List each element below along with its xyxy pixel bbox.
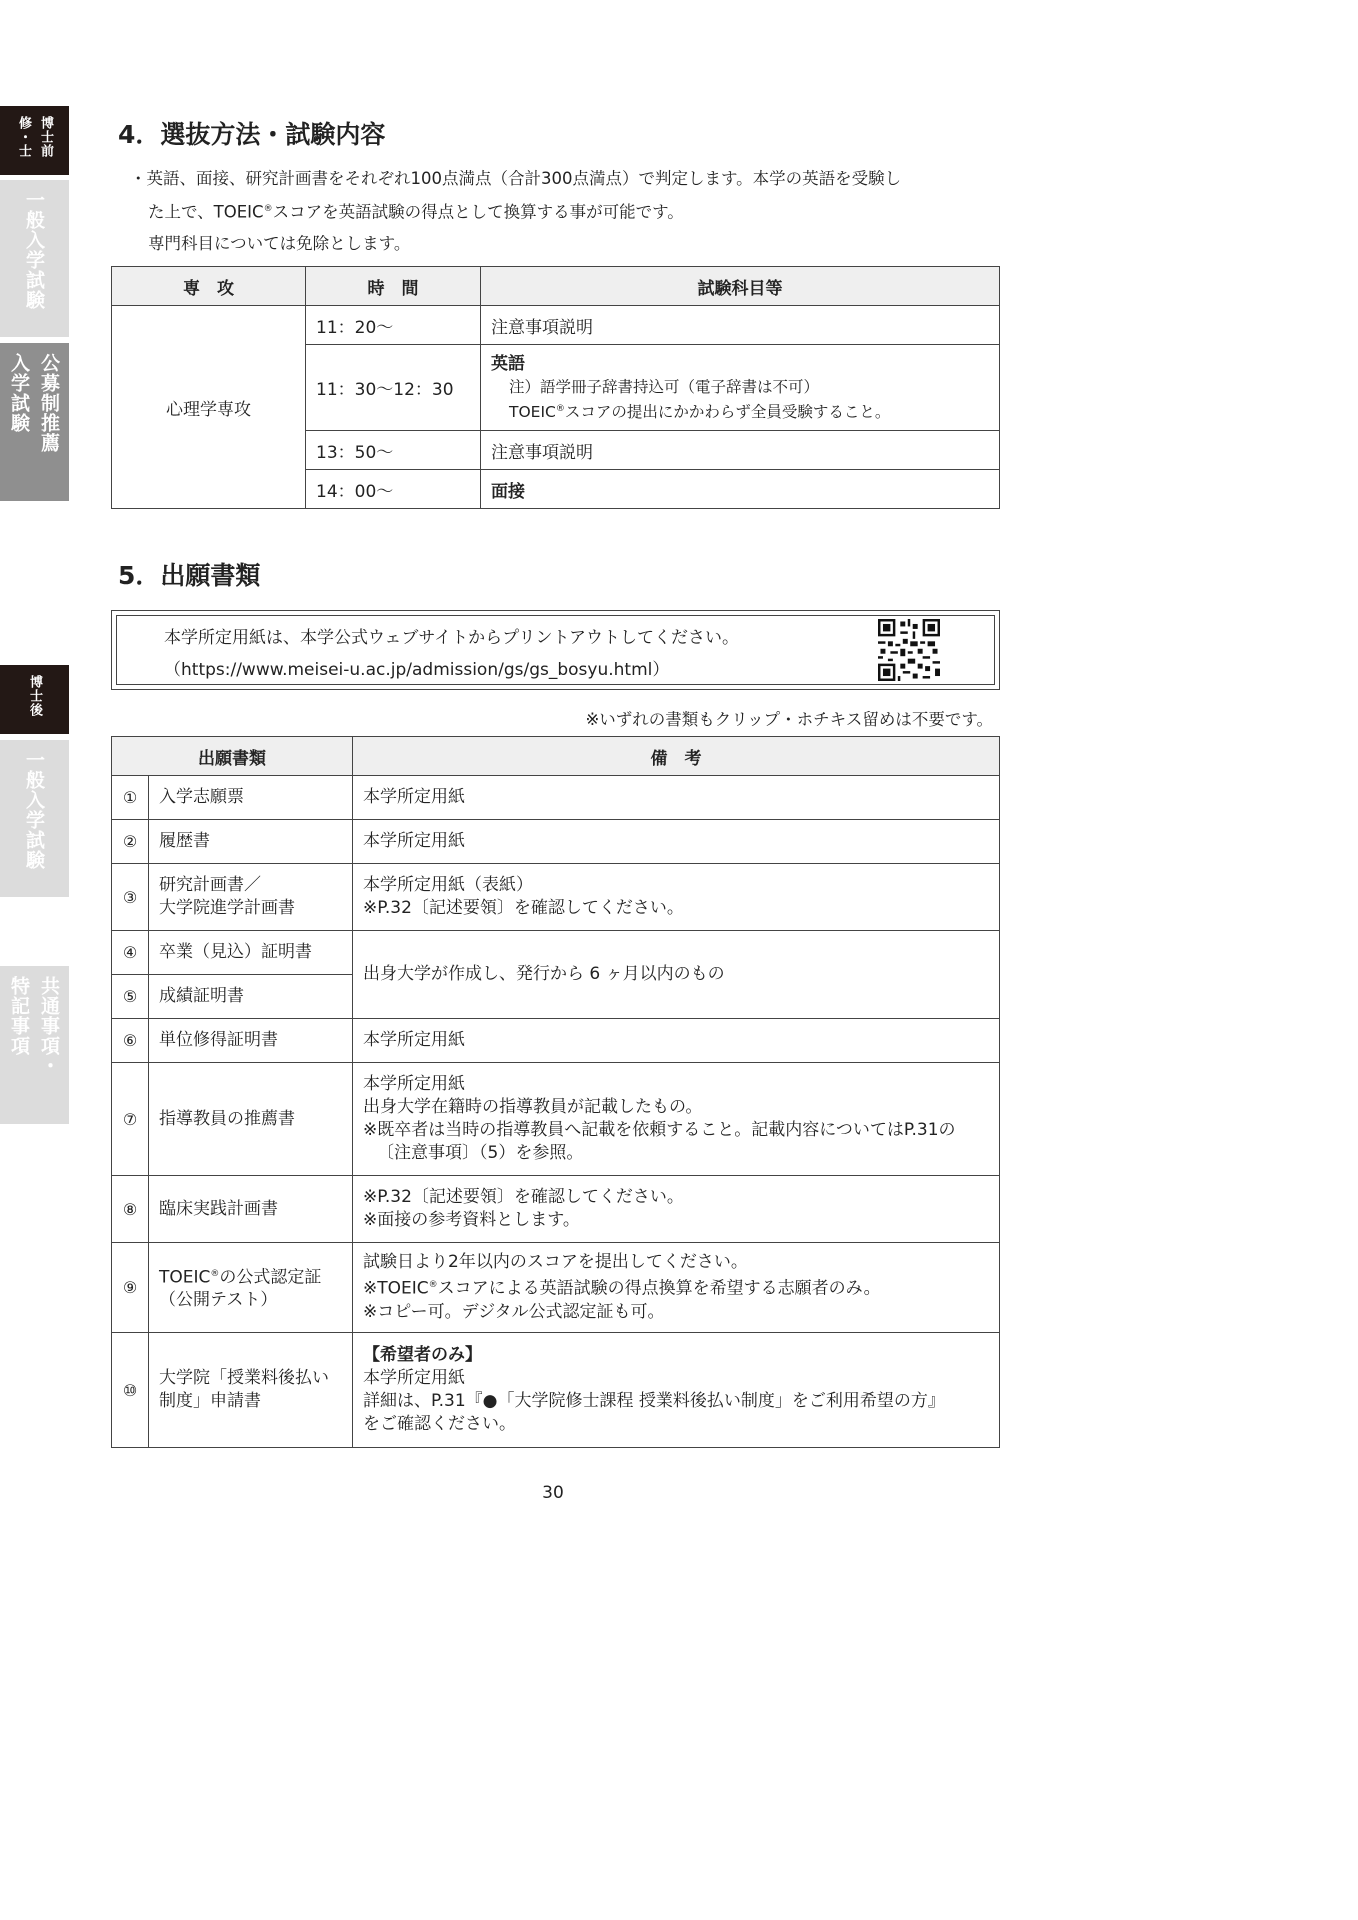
table-row [112, 1063, 1000, 1176]
exam-schedule-table [111, 266, 1000, 509]
column-header: 試験科目等 [481, 267, 1000, 306]
row-number: ① [112, 776, 149, 820]
column-header: 専 攻 [112, 267, 306, 306]
time-cell: 13：50〜 [306, 431, 481, 470]
side-tab-recommendation-exam[interactable] [0, 343, 69, 501]
column-header: 時 間 [306, 267, 481, 306]
row-number: ③ [112, 864, 149, 931]
document-name: 成績証明書 [149, 975, 353, 1019]
page-number: 30 [542, 1483, 564, 1503]
document-remarks: 【希望者のみ】 本学所定用紙 詳細は、P.31『●「大学院修士課程 授業料後払い制度」をご利用希望の方』 をご確認ください。 [353, 1333, 1000, 1448]
table-row [112, 931, 1000, 975]
table-row [112, 1333, 1000, 1448]
notice-url[interactable]: （https://www.meisei-u.ac.jp/admission/gs/gs_bosyu.html） [164, 660, 670, 680]
qr-code-icon[interactable] [878, 619, 940, 681]
document-name: 卒業（見込）証明書 [149, 931, 353, 975]
subject-notes: 注）語学冊子辞書持込可（電子辞書は不可） TOEIC®スコアの提出にかかわらず全員受験すること。 [509, 377, 891, 422]
side-tab-masters-doctoral-first[interactable] [0, 106, 69, 175]
intro-line: た上で、TOEIC®スコアを英語試験の得点として換算する事が可能です。 [148, 202, 684, 222]
document-name: 大学院「授業料後払い 制度」申請書 [149, 1333, 353, 1448]
row-number: ② [112, 820, 149, 864]
table-row [112, 864, 1000, 931]
document-name: 指導教員の推薦書 [149, 1063, 353, 1176]
document-remarks: 試験日より2年以内のスコアを提出してください。 ※TOEIC®スコアによる英語試験の得点換算を希望する志願者のみ。 ※コピー可。デジタル公式認定証も可。 [353, 1243, 1000, 1333]
subject-cell: 面接 [481, 470, 1000, 509]
time-cell: 11：20〜 [306, 306, 481, 345]
side-tab-text: 博士後 [27, 675, 42, 717]
section4-heading: 4．選抜方法・試験内容 [118, 120, 386, 149]
row-number: ⑩ [112, 1333, 149, 1448]
side-tab-text: 共通事項・ [38, 976, 60, 1076]
subject-cell: 注意事項説明 [481, 306, 1000, 345]
section4-intro [130, 163, 1010, 259]
subject-cell [481, 345, 1000, 431]
side-tab-general-exam[interactable] [0, 180, 69, 337]
row-number: ④ [112, 931, 149, 975]
table-row [112, 820, 1000, 864]
side-tab-text: 公募制推薦 [38, 353, 60, 453]
document-remarks: 本学所定用紙 [353, 1019, 1000, 1063]
major-cell: 心理学専攻 [112, 306, 306, 509]
side-tab-doctoral-latter[interactable] [0, 665, 69, 734]
subject-title: 英語 [491, 353, 525, 374]
side-tab-text: 一般入学試験 [23, 750, 45, 870]
document-name: 研究計画書／ 大学院進学計画書 [149, 864, 353, 931]
subject-cell: 注意事項説明 [481, 431, 1000, 470]
document-name: 履歴書 [149, 820, 353, 864]
document-name: 臨床実践計画書 [149, 1176, 353, 1243]
column-header: 備 考 [353, 737, 1000, 776]
document-remarks: 本学所定用紙 [353, 820, 1000, 864]
side-tab-text: 入学試験 [8, 353, 30, 433]
table-row [112, 1243, 1000, 1333]
documents-caption: ※いずれの書類もクリップ・ホチキス留めは不要です。 [585, 710, 993, 729]
time-cell: 14：00〜 [306, 470, 481, 509]
document-remarks: 出身大学が作成し、発行から 6 ヶ月以内のもの [353, 931, 1000, 1019]
side-tab-general-exam-2[interactable] [0, 740, 69, 897]
side-tab-text: 博士前 [38, 116, 53, 158]
section5-heading: 5．出願書類 [118, 561, 261, 590]
row-number: ⑥ [112, 1019, 149, 1063]
side-tab-text: 修・士 [16, 116, 31, 158]
document-remarks: ※P.32〔記述要領〕を確認してください。 ※面接の参考資料とします。 [353, 1176, 1000, 1243]
row-number: ⑧ [112, 1176, 149, 1243]
document-remarks: 本学所定用紙（表紙） ※P.32〔記述要領〕を確認してください。 [353, 864, 1000, 931]
row-number: ⑨ [112, 1243, 149, 1333]
column-header: 出願書類 [112, 737, 353, 776]
table-row [112, 776, 1000, 820]
table-row [112, 1176, 1000, 1243]
notice-text: 本学所定用紙は、本学公式ウェブサイトからプリントアウトしてください。 [164, 628, 739, 648]
side-tab-text: 一般入学試験 [23, 190, 45, 310]
intro-line: 専門科目については免除とします。 [148, 233, 411, 253]
document-remarks: 本学所定用紙 [353, 776, 1000, 820]
table-row [112, 1019, 1000, 1063]
side-tab-common-notes[interactable] [0, 966, 69, 1124]
row-number: ⑦ [112, 1063, 149, 1176]
time-cell: 11：30〜12：30 [306, 345, 481, 431]
intro-line: ・英語、面接、研究計画書をそれぞれ100点満点（合計300点満点）で判定します。本学の英語を受験し [130, 169, 902, 188]
document-remarks: 本学所定用紙 出身大学在籍時の指導教員が記載したもの。 ※既卒者は当時の指導教員へ記載を依頼すること。記載内容についてはP.31の 〔注意事項〕（5）を参照。 [353, 1063, 1000, 1176]
document-name: TOEIC®の公式認定証 （公開テスト） [149, 1243, 353, 1333]
row-number: ⑤ [112, 975, 149, 1019]
application-form-notice [111, 610, 1000, 690]
document-name: 単位修得証明書 [149, 1019, 353, 1063]
application-documents-table [111, 736, 1000, 1448]
document-name: 入学志願票 [149, 776, 353, 820]
side-tab-text: 特記事項 [8, 976, 30, 1056]
